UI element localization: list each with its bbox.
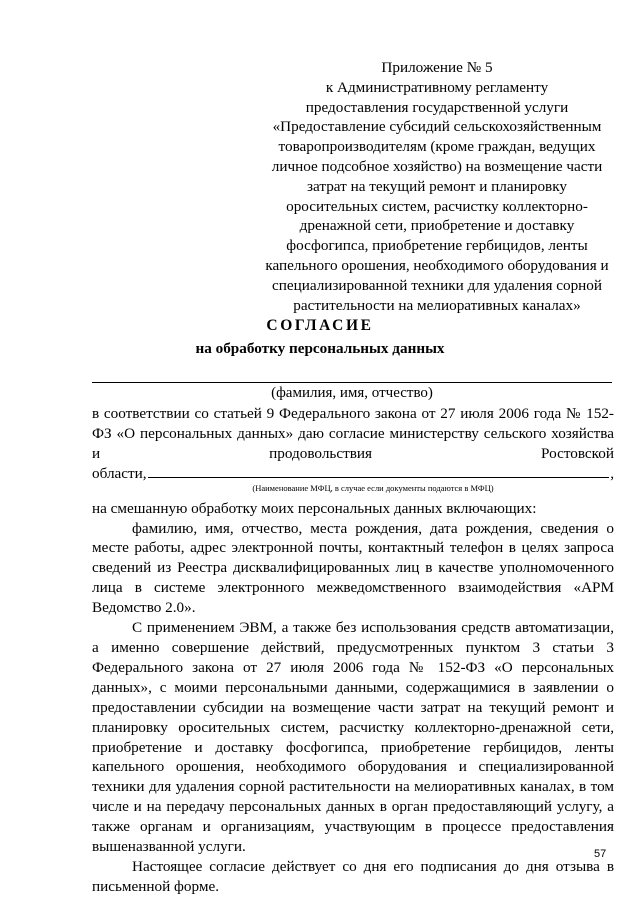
name-fill-line[interactable]	[92, 382, 612, 383]
appendix-header	[256, 58, 618, 315]
appendix-line: Приложение № 5	[381, 59, 493, 76]
mfc-fill-line[interactable]	[148, 477, 610, 478]
title-main: СОГЛАСИЕ	[266, 317, 374, 334]
paragraph-validity: Настоящее согласие действует со дня его подписания до дня отзыва в письменной форме.	[92, 857, 614, 895]
page-number: 57	[594, 848, 607, 860]
appendix-line: «Предоставление субсидий сельскохозяйственным	[272, 118, 602, 136]
name-caption: (фамилия, имя, отчество)	[271, 385, 433, 401]
region-suffix: ,	[610, 464, 614, 482]
appendix-line: личное подсобное хозяйство) на возмещение части	[271, 157, 603, 175]
appendix-line: предоставления государственной услуги	[305, 98, 569, 116]
title-subtitle: на обработку персональных данных	[195, 340, 445, 357]
region-line	[92, 464, 614, 484]
appendix-line: специализированной техники для удаления сорной	[271, 276, 603, 294]
body-line: в соответствии со статьей 9 Федерального закона от 27 июля 2006 года № 152-	[92, 405, 614, 422]
paragraph-personal-data: фамилию, имя, отчество, места рождения, дата рождения, сведения о месте работы, адрес электронной почты, контактный телефон в целях запроса сведений из Реестра дисквалифицированных лиц в качестве уполномоченного лица в системе электронного межведомственного взаимодействия «АРМ Ведомство 2.0».	[92, 519, 614, 617]
paragraph-processing: С применением ЭВМ, а также без использования средств автоматизации, а именно совершение действий, предусмотренных пунктом 3 статьи 3 Федерального закона от 27 июля 2006 года № 152-ФЗ «О персональных данных», с моими персональными данными, содержащимися в заявлении о предоставлении субсидии на возмещение части затрат на текущий ремонт и планировку оросительных систем, расчистку коллекторно-дренажной сети, приобретение и доставку фосфогипса, приобретение гербицидов, ленты капельного орошения, необходимого оборудования и специализированной техники для удаления сорной растительности на мелиоративных каналах, в том числе и на передачу персональных данных в орган предоставляющий услугу, а также органам и организациям, участвующим в процессе предоставления вышеназванной услуги.	[92, 619, 614, 856]
mfc-note: (Наименование МФЦ, в случае если документы подаются в МФЦ)	[252, 482, 494, 493]
appendix-line: к Административному регламенту	[325, 78, 549, 96]
appendix-line: товаропроизводителям (кроме граждан, ведущих	[278, 138, 596, 156]
region-prefix: области,	[92, 464, 147, 482]
appendix-line: затрат на текущий ремонт и планировку	[307, 177, 567, 195]
body-line: ФЗ «О персональных данных» даю согласие министерству сельского хозяйства	[92, 424, 614, 442]
document-body	[92, 404, 614, 897]
document-title	[0, 316, 640, 359]
body-line: и продовольствия Ростовской	[92, 444, 614, 462]
appendix-line: оросительных систем, расчистку коллекторно-	[286, 197, 588, 215]
appendix-line: дренажной сети, приобретение и доставку	[299, 217, 575, 235]
appendix-line: растительности на мелиоративных каналах»	[293, 296, 581, 314]
appendix-line: фосфогипса, приобретение гербицидов, ленты	[286, 237, 588, 255]
body-line: на смешанную обработку моих персональных данных включающих:	[92, 499, 537, 517]
appendix-line: капельного орошения, необходимого оборудования и	[265, 256, 609, 274]
